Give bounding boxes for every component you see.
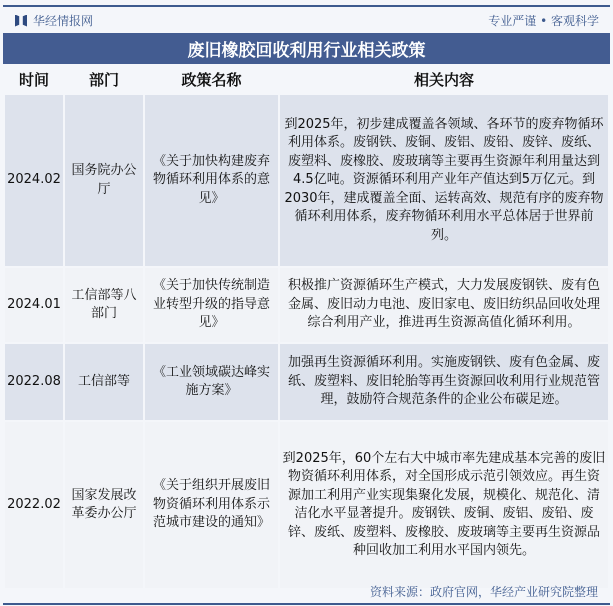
cell-content: 到2025年，60个左右大中城市率先建成基本完善的废旧物资循环利用体系，对全国形成示范引领效应。再生资源加工利用产业实现集聚化发展，规模化、规范化、清洁化水平显著提升。废钢铁、废铜、废铝、废铅、废锌、废纸、废塑料、废橡胶、废玻璃等主要再生资源品种回收加工利用水平国内领先。 (280, 422, 608, 588)
page-title: 废旧橡胶回收利用行业相关政策 (3, 33, 610, 64)
cell-content: 积极推广资源循环生产模式，大力发展废钢铁、废有色金属、废旧动力电池、废旧家电、废旧纺织品回收处理综合利用产业，推进再生资源高值化循环利用。 (280, 268, 608, 342)
cell-content: 加强再生资源循环利用。实施废钢铁、废有色金属、废纸、废塑料、废旧轮胎等再生资源回收利用行业规范管理，鼓励符合规范条件的企业公布碳足迹。 (280, 344, 608, 420)
table-row (5, 268, 608, 342)
brand-name: 华经情报网 (33, 14, 94, 28)
cell-dept: 国务院办公厅 (65, 95, 143, 266)
policy-table (3, 64, 610, 590)
slogan: 专业严谨 • 客观科学 (488, 14, 599, 28)
table-row (5, 95, 608, 266)
brand (15, 12, 93, 29)
cell-time: 2022.08 (5, 344, 63, 420)
cell-time: 2024.01 (5, 268, 63, 342)
cell-policy: 《关于加快构建废弃物循环利用体系的意见》 (145, 95, 278, 266)
col-policy: 政策名称 (145, 66, 278, 93)
table-row (5, 422, 608, 588)
cell-time: 2024.02 (5, 95, 63, 266)
bottom-rule (3, 603, 610, 605)
top-rule (3, 5, 610, 7)
cell-policy: 《关于加快传统制造业转型升级的指导意见》 (145, 268, 278, 342)
cell-content: 到2025年，初步建成覆盖各领域、各环节的废弃物循环利用体系。废钢铁、废铜、废铝、废铅、废锌、废纸、废塑料、废橡胶、废玻璃等主要再生资源年利用量达到4.5亿吨。资源循环利用产业年产值达到5万亿元。到2030年，建成覆盖全面、运转高效、规范有序的废弃物循环利用体系，废弃物循环利用水平总体居于世界前列。 (280, 95, 608, 266)
cell-dept: 国家发展改革委办公厅 (65, 422, 143, 588)
cell-policy: 《工业领域碳达峰实施方案》 (145, 344, 278, 420)
cell-policy: 《关于组织开展废旧物资循环利用体系示范城市建设的通知》 (145, 422, 278, 588)
source-note: 资料来源：政府官网，华经产业研究院整理 (369, 585, 598, 599)
cell-dept: 工信部等 (65, 344, 143, 420)
logo-icon (15, 15, 27, 27)
col-time: 时间 (5, 66, 63, 93)
table-header (5, 66, 608, 93)
col-content: 相关内容 (280, 66, 608, 93)
cell-dept: 工信部等八部门 (65, 268, 143, 342)
table-row (5, 344, 608, 420)
col-dept: 部门 (65, 66, 143, 93)
cell-time: 2022.02 (5, 422, 63, 588)
